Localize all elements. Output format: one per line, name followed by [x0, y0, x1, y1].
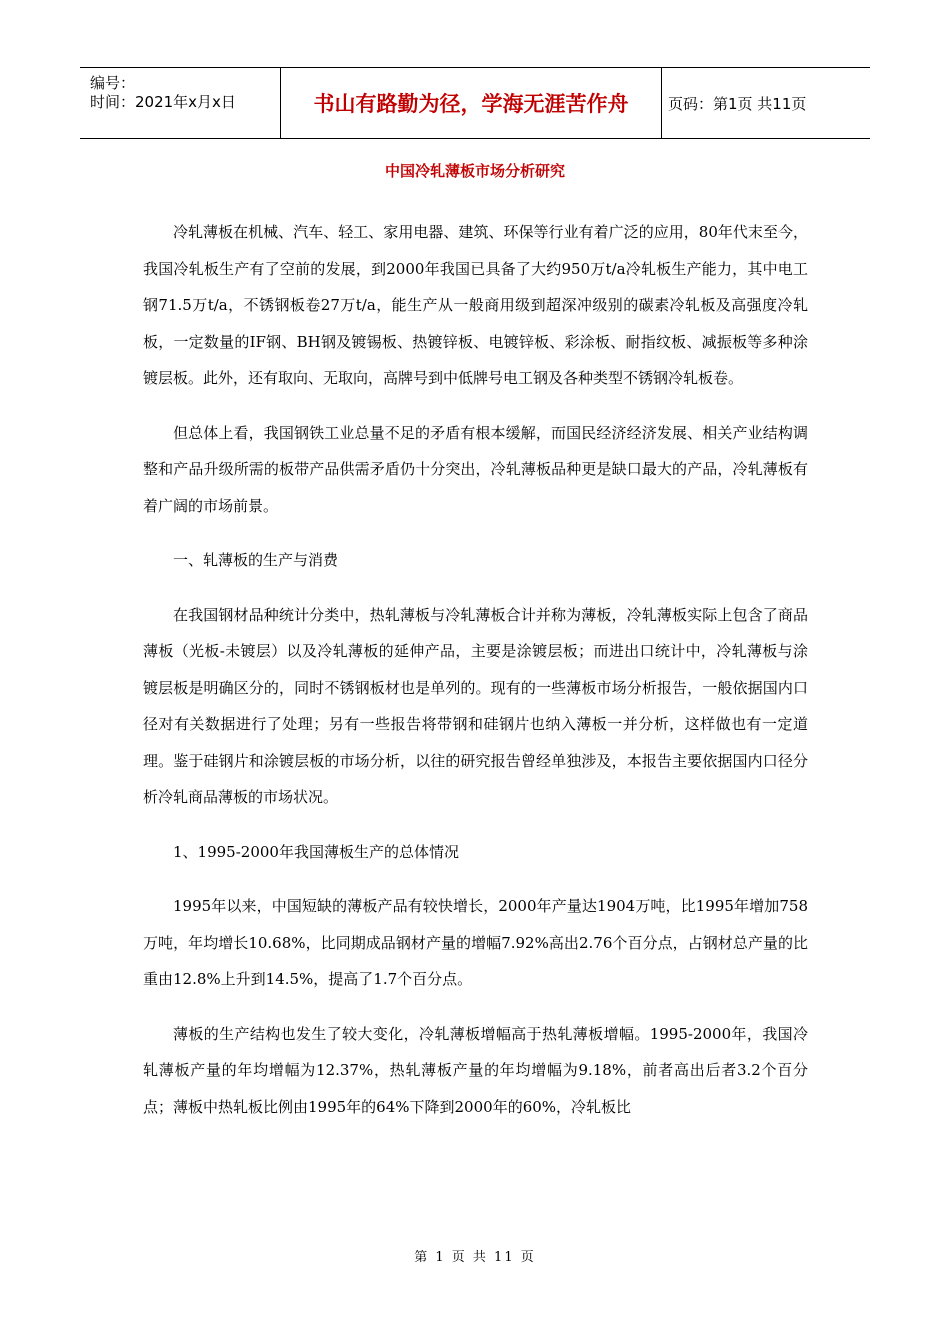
- header-motto: 书山有路勤为径，学海无涯苦作舟: [280, 68, 662, 138]
- document-title: 中国冷轧薄板市场分析研究: [384, 162, 565, 180]
- page-footer: 第 1 页 共 11 页: [414, 1250, 536, 1265]
- header-page-info: 页码：第1页 共11页: [668, 94, 807, 113]
- document-body: [143, 214, 808, 1143]
- body-paragraph: 1995年以来，中国短缺的薄板产品有较快增长，2000年产量达1904万吨，比1995年增加758万吨，年均增长10.68%，比同期成品钢材产量的增幅7.92%高出2.76个百分点，占钢材总产量的比重由12.8%上升到14.5%，提高了1.7个百分点。: [143, 897, 808, 988]
- body-paragraph: 在我国钢材品种统计分类中，热轧薄板与冷轧薄板合计并称为薄板，冷轧薄板实际上包含了商品薄板（光板-未镀层）以及冷轧薄板的延伸产品，主要是涂镀层板；而进出口统计中，冷轧薄板与涂镀层板是明确区分的，同时不锈钢板材也是单列的。现有的一些薄板市场分析报告，一般依据国内口径对有关数据进行了处理；另有一些报告将带钢和硅钢片也纳入薄板一并分析，这样做也有一定道理。鉴于硅钢片和涂镀层板的市场分析，以往的研究报告曾经单独涉及，本报告主要依据国内口径分析冷轧商品薄板的市场状况。: [143, 605, 808, 806]
- subsection-heading: 1、1995-2000年我国薄板生产的总体情况: [173, 842, 459, 861]
- section-heading: 一、轧薄板的生产与消费: [173, 551, 339, 569]
- header-meta: [80, 68, 280, 138]
- body-paragraph: 薄板的生产结构也发生了较大变化，冷轧薄板增幅高于热轧薄板增幅。1995-2000年，我国冷轧薄板产量的年均增幅为12.37%，热轧薄板产量的年均增幅为9.18%，前者高出后者3.2个百分点；薄板中热轧板比例由1995年的64%下降到2000年的60%，冷轧板比: [143, 1024, 808, 1116]
- page-header: [80, 67, 870, 139]
- body-paragraph: 但总体上看，我国钢铁工业总量不足的矛盾有根本缓解，而国民经济经济发展、相关产业结构调整和产品升级所需的板带产品供需矛盾仍十分突出，冷轧薄板品种更是缺口最大的产品，冷轧薄板有着广阔的市场前景。: [143, 423, 808, 515]
- document-number-label: 编号：: [90, 74, 136, 92]
- body-paragraph: 冷轧薄板在机械、汽车、轻工、家用电器、建筑、环保等行业有着广泛的应用，80年代末至今，我国冷轧板生产有了空前的发展，到2000年我国已具备了大约950万t/a冷轧板生产能力，其中电工钢71.5万t/a，不锈钢板卷27万t/a，能生产从一般商用级到超深冲级别的碳素冷轧板及高强度冷轧板，一定数量的IF钢、BH钢及镀锡板、热镀锌板、电镀锌板、彩涂板、耐指纹板、减振板等多种涂镀层板。此外，还有取向、无取向，高牌号到中低牌号电工钢及各种类型不锈钢冷轧板卷。: [143, 223, 808, 387]
- document-date-label: 时间：2021年x月x日: [90, 93, 236, 111]
